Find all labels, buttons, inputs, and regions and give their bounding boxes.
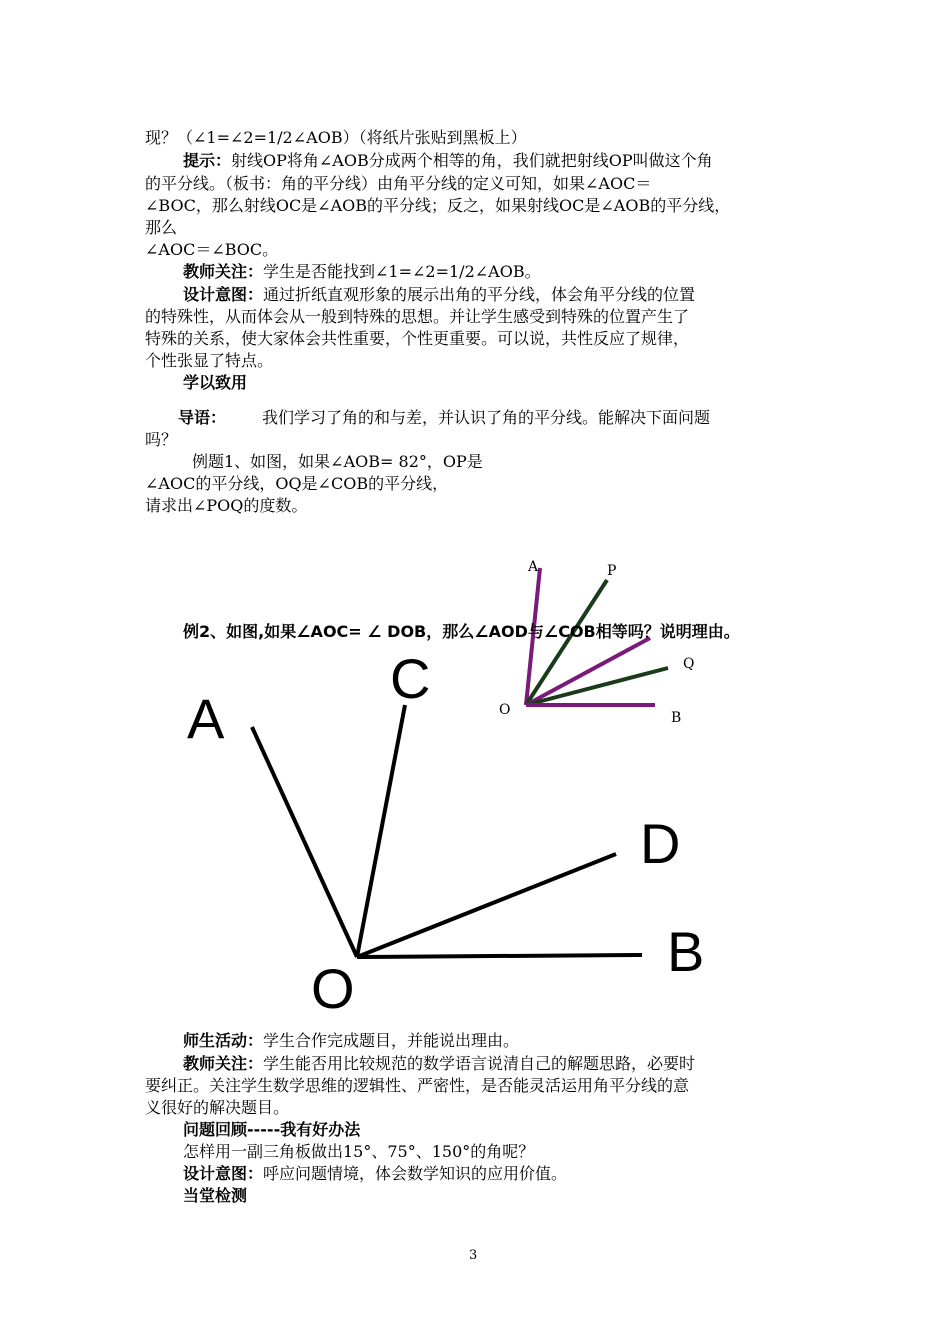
- text-line: ∠BOC，那么射线OC是∠AOB的平分线；反之，如果射线OC是∠AOB的平分线，: [145, 196, 731, 215]
- text-line: 吗？: [145, 430, 178, 449]
- section-heading: 学以致用: [183, 373, 248, 392]
- activity-label: 师生活动：: [183, 1031, 264, 1050]
- text-line: 的特殊性，从而体会从一般到特殊的思想。并让学生感受到特殊的位置产生了: [145, 307, 690, 326]
- label-d: D: [640, 812, 681, 875]
- label-c: C: [390, 647, 431, 710]
- text-line: 义很好的解决题目。: [145, 1098, 290, 1117]
- design-text: 通过折纸直观形象的展示出角的平分线，体会角平分线的位置: [263, 285, 696, 304]
- design-paragraph: [183, 285, 695, 305]
- guide-text: 我们学习了角的和与差，并认识了角的平分线。能解决下面问题: [262, 408, 711, 427]
- focus-text: 学生是否能找到∠1=∠2=1/2∠AOB。: [263, 262, 541, 281]
- label-b: B: [667, 920, 705, 983]
- guide-label: 导语：: [178, 408, 227, 427]
- text-line: 的平分线。（板书：角的平分线）由角平分线的定义可知，如果∠AOC＝: [145, 174, 652, 193]
- figure-angles-aoc-dob: [180, 645, 720, 1025]
- label-b: B: [671, 710, 682, 726]
- ray-oa: [252, 727, 357, 957]
- focus-paragraph: [183, 1054, 695, 1074]
- hint-paragraph: [183, 151, 713, 171]
- label-o: O: [499, 702, 511, 718]
- text-line: 现？（∠1=∠2=1/2∠AOB）（将纸片张贴到黑板上）: [145, 128, 527, 147]
- label-a: A: [187, 687, 225, 750]
- example2-line: 例2、如图,如果∠AOC= ∠ DOB，那么∠AOD与∠COB相等吗？说明理由。: [183, 622, 740, 641]
- label-a: A: [528, 559, 539, 575]
- hint-text: 射线OP将角∠AOB分成两个相等的角，我们就把射线OP叫做这个角: [231, 151, 713, 170]
- activity-text: 学生合作完成题目，并能说出理由。: [263, 1031, 520, 1050]
- ray-ob: [357, 955, 642, 957]
- hint-label: 提示：: [183, 151, 232, 170]
- focus-paragraph: [183, 262, 541, 282]
- section-heading: 当堂检测: [183, 1186, 248, 1205]
- label-p: P: [607, 563, 617, 579]
- focus-label: 教师关注：: [183, 262, 264, 281]
- label-o: O: [311, 957, 355, 1020]
- example1-line: 例题1、如图，如果∠AOB= 82°，OP是: [192, 452, 483, 471]
- label-q: Q: [683, 656, 695, 672]
- activity-paragraph: [183, 1031, 519, 1051]
- focus-label: 教师关注：: [183, 1054, 264, 1073]
- design-label: 设计意图：: [183, 1164, 264, 1183]
- text-line: 特殊的关系，使大家体会共性重要，个性更重要。可以说，共性反应了规律，: [145, 329, 690, 348]
- ray-oc: [357, 705, 405, 957]
- review-heading: 问题回顾-----我有好办法: [183, 1120, 361, 1139]
- page-number: 3: [469, 1248, 478, 1263]
- example1-line: 请求出∠POQ的度数。: [145, 496, 308, 515]
- ray-od: [357, 854, 616, 957]
- guide-paragraph: [178, 408, 710, 428]
- design-paragraph: [183, 1164, 567, 1184]
- text-line: 那么: [145, 218, 178, 237]
- text-line: 个性张显了特点。: [145, 351, 274, 370]
- review-question: 怎样用一副三角板做出15°、75°、150°的角呢？: [183, 1142, 535, 1161]
- design-label: 设计意图：: [183, 285, 264, 304]
- focus-text: 学生能否用比较规范的数学语言说清自己的解题思路，必要时: [263, 1054, 696, 1073]
- design-text: 呼应问题情境，体会数学知识的应用价值。: [263, 1164, 568, 1183]
- example1-line: ∠AOC的平分线，OQ是∠COB的平分线，: [145, 474, 449, 493]
- text-line: ∠AOC＝∠BOC。: [145, 240, 279, 259]
- text-line: 要纠正。关注学生数学思维的逻辑性、严密性，是否能灵活运用角平分线的意: [145, 1076, 690, 1095]
